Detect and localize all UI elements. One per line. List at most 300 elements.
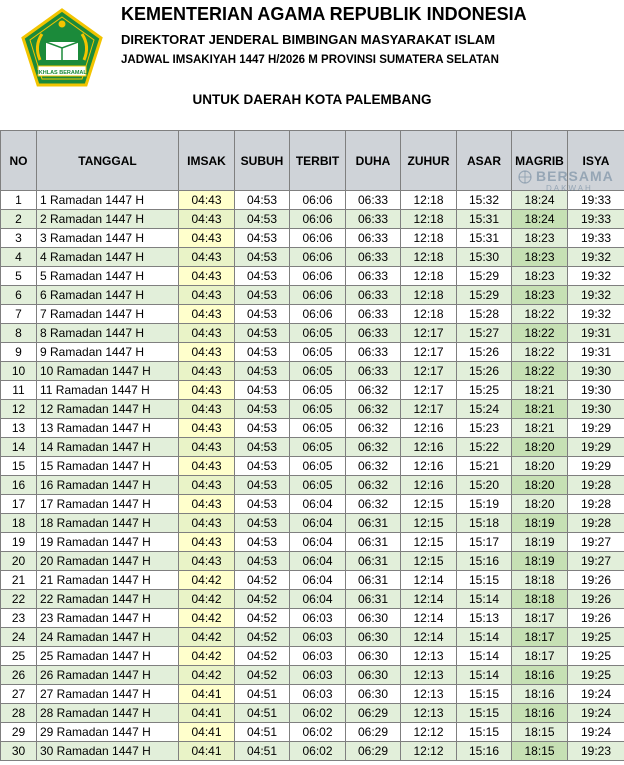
cell-asar: 15:15 bbox=[457, 723, 512, 742]
cell-magrib: 18:15 bbox=[512, 723, 568, 742]
cell-magrib: 18:17 bbox=[512, 628, 568, 647]
cell-subuh: 04:53 bbox=[235, 495, 290, 514]
cell-no: 7 bbox=[1, 305, 37, 324]
ministry-title: KEMENTERIAN AGAMA REPUBLIK INDONESIA bbox=[121, 4, 527, 24]
cell-terbit: 06:05 bbox=[290, 381, 346, 400]
cell-magrib: 18:17 bbox=[512, 609, 568, 628]
cell-imsak: 04:42 bbox=[179, 609, 235, 628]
cell-zuhur: 12:16 bbox=[401, 476, 457, 495]
cell-terbit: 06:05 bbox=[290, 400, 346, 419]
table-row bbox=[1, 457, 624, 476]
cell-tanggal: 4 Ramadan 1447 H bbox=[37, 248, 179, 267]
cell-tanggal: 21 Ramadan 1447 H bbox=[37, 571, 179, 590]
cell-magrib: 18:20 bbox=[512, 438, 568, 457]
cell-asar: 15:14 bbox=[457, 647, 512, 666]
cell-tanggal: 5 Ramadan 1447 H bbox=[37, 267, 179, 286]
header-no: NO bbox=[1, 131, 37, 191]
header-asar: ASAR bbox=[457, 131, 512, 191]
cell-subuh: 04:53 bbox=[235, 457, 290, 476]
cell-asar: 15:21 bbox=[457, 457, 512, 476]
cell-zuhur: 12:13 bbox=[401, 666, 457, 685]
cell-magrib: 18:23 bbox=[512, 267, 568, 286]
cell-zuhur: 12:18 bbox=[401, 229, 457, 248]
cell-magrib: 18:22 bbox=[512, 324, 568, 343]
cell-terbit: 06:04 bbox=[290, 590, 346, 609]
cell-terbit: 06:04 bbox=[290, 533, 346, 552]
table-row bbox=[1, 476, 624, 495]
cell-magrib: 18:19 bbox=[512, 514, 568, 533]
cell-subuh: 04:52 bbox=[235, 571, 290, 590]
cell-no: 6 bbox=[1, 286, 37, 305]
cell-asar: 15:13 bbox=[457, 609, 512, 628]
cell-duha: 06:32 bbox=[346, 476, 401, 495]
cell-tanggal: 28 Ramadan 1447 H bbox=[37, 704, 179, 723]
cell-subuh: 04:51 bbox=[235, 685, 290, 704]
cell-imsak: 04:43 bbox=[179, 381, 235, 400]
cell-imsak: 04:43 bbox=[179, 343, 235, 362]
watermark-subtext: DAKWAH bbox=[546, 184, 593, 193]
cell-terbit: 06:05 bbox=[290, 324, 346, 343]
cell-tanggal: 8 Ramadan 1447 H bbox=[37, 324, 179, 343]
cell-duha: 06:30 bbox=[346, 685, 401, 704]
cell-duha: 06:30 bbox=[346, 666, 401, 685]
cell-duha: 06:31 bbox=[346, 552, 401, 571]
cell-terbit: 06:04 bbox=[290, 571, 346, 590]
cell-imsak: 04:43 bbox=[179, 438, 235, 457]
cell-subuh: 04:53 bbox=[235, 438, 290, 457]
cell-imsak: 04:42 bbox=[179, 647, 235, 666]
cell-zuhur: 12:17 bbox=[401, 362, 457, 381]
cell-subuh: 04:53 bbox=[235, 362, 290, 381]
cell-zuhur: 12:17 bbox=[401, 400, 457, 419]
cell-terbit: 06:06 bbox=[290, 191, 346, 210]
cell-terbit: 06:05 bbox=[290, 457, 346, 476]
cell-zuhur: 12:12 bbox=[401, 723, 457, 742]
cell-tanggal: 20 Ramadan 1447 H bbox=[37, 552, 179, 571]
cell-isya: 19:28 bbox=[568, 476, 624, 495]
cell-asar: 15:18 bbox=[457, 514, 512, 533]
cell-asar: 15:23 bbox=[457, 419, 512, 438]
cell-tanggal: 18 Ramadan 1447 H bbox=[37, 514, 179, 533]
cell-isya: 19:30 bbox=[568, 362, 624, 381]
cell-imsak: 04:43 bbox=[179, 362, 235, 381]
cell-isya: 19:32 bbox=[568, 248, 624, 267]
cell-duha: 06:33 bbox=[346, 248, 401, 267]
cell-tanggal: 29 Ramadan 1447 H bbox=[37, 723, 179, 742]
cell-zuhur: 12:18 bbox=[401, 267, 457, 286]
cell-no: 15 bbox=[1, 457, 37, 476]
cell-asar: 15:22 bbox=[457, 438, 512, 457]
cell-zuhur: 12:14 bbox=[401, 609, 457, 628]
cell-no: 10 bbox=[1, 362, 37, 381]
cell-subuh: 04:53 bbox=[235, 400, 290, 419]
cell-terbit: 06:06 bbox=[290, 229, 346, 248]
cell-terbit: 06:04 bbox=[290, 552, 346, 571]
cell-isya: 19:31 bbox=[568, 343, 624, 362]
cell-duha: 06:33 bbox=[346, 286, 401, 305]
cell-subuh: 04:51 bbox=[235, 723, 290, 742]
cell-no: 25 bbox=[1, 647, 37, 666]
cell-isya: 19:33 bbox=[568, 210, 624, 229]
header-duha: DUHA bbox=[346, 131, 401, 191]
cell-subuh: 04:53 bbox=[235, 381, 290, 400]
cell-zuhur: 12:13 bbox=[401, 704, 457, 723]
cell-duha: 06:32 bbox=[346, 438, 401, 457]
table-row bbox=[1, 419, 624, 438]
cell-no: 24 bbox=[1, 628, 37, 647]
cell-duha: 06:32 bbox=[346, 400, 401, 419]
cell-isya: 19:23 bbox=[568, 742, 624, 761]
table-row bbox=[1, 343, 624, 362]
cell-no: 26 bbox=[1, 666, 37, 685]
cell-no: 1 bbox=[1, 191, 37, 210]
cell-no: 2 bbox=[1, 210, 37, 229]
table-row bbox=[1, 286, 624, 305]
cell-asar: 15:17 bbox=[457, 533, 512, 552]
cell-subuh: 04:53 bbox=[235, 343, 290, 362]
table-row bbox=[1, 533, 624, 552]
cell-subuh: 04:53 bbox=[235, 476, 290, 495]
cell-isya: 19:25 bbox=[568, 647, 624, 666]
cell-tanggal: 26 Ramadan 1447 H bbox=[37, 666, 179, 685]
cell-isya: 19:29 bbox=[568, 419, 624, 438]
table-row bbox=[1, 400, 624, 419]
cell-isya: 19:32 bbox=[568, 267, 624, 286]
cell-asar: 15:20 bbox=[457, 476, 512, 495]
cell-no: 23 bbox=[1, 609, 37, 628]
table-row bbox=[1, 628, 624, 647]
table-row bbox=[1, 324, 624, 343]
cell-magrib: 18:21 bbox=[512, 419, 568, 438]
cell-subuh: 04:52 bbox=[235, 590, 290, 609]
cell-magrib: 18:22 bbox=[512, 305, 568, 324]
cell-magrib: 18:16 bbox=[512, 685, 568, 704]
cell-duha: 06:32 bbox=[346, 381, 401, 400]
cell-duha: 06:31 bbox=[346, 514, 401, 533]
cell-asar: 15:31 bbox=[457, 229, 512, 248]
cell-subuh: 04:53 bbox=[235, 514, 290, 533]
cell-imsak: 04:43 bbox=[179, 552, 235, 571]
cell-asar: 15:30 bbox=[457, 248, 512, 267]
cell-imsak: 04:42 bbox=[179, 590, 235, 609]
table-row bbox=[1, 514, 624, 533]
cell-asar: 15:19 bbox=[457, 495, 512, 514]
schedule-title: JADWAL IMSAKIYAH 1447 H/2026 M PROVINSI SUMATERA SELATAN bbox=[121, 54, 499, 66]
table-row bbox=[1, 666, 624, 685]
header-subuh: SUBUH bbox=[235, 131, 290, 191]
cell-zuhur: 12:15 bbox=[401, 514, 457, 533]
cell-asar: 15:26 bbox=[457, 343, 512, 362]
cell-isya: 19:30 bbox=[568, 400, 624, 419]
cell-zuhur: 12:18 bbox=[401, 248, 457, 267]
table-body bbox=[1, 191, 624, 761]
cell-asar: 15:27 bbox=[457, 324, 512, 343]
cell-duha: 06:33 bbox=[346, 362, 401, 381]
cell-tanggal: 1 Ramadan 1447 H bbox=[37, 191, 179, 210]
cell-duha: 06:30 bbox=[346, 628, 401, 647]
cell-subuh: 04:53 bbox=[235, 229, 290, 248]
cell-imsak: 04:43 bbox=[179, 324, 235, 343]
table-row bbox=[1, 229, 624, 248]
table-row bbox=[1, 609, 624, 628]
cell-subuh: 04:53 bbox=[235, 248, 290, 267]
cell-asar: 15:14 bbox=[457, 666, 512, 685]
cell-no: 20 bbox=[1, 552, 37, 571]
cell-subuh: 04:53 bbox=[235, 267, 290, 286]
cell-no: 30 bbox=[1, 742, 37, 761]
cell-duha: 06:32 bbox=[346, 419, 401, 438]
cell-no: 19 bbox=[1, 533, 37, 552]
cell-imsak: 04:43 bbox=[179, 305, 235, 324]
cell-isya: 19:31 bbox=[568, 324, 624, 343]
cell-tanggal: 24 Ramadan 1447 H bbox=[37, 628, 179, 647]
cell-duha: 06:29 bbox=[346, 723, 401, 742]
table-row bbox=[1, 381, 624, 400]
cell-terbit: 06:06 bbox=[290, 210, 346, 229]
cell-no: 22 bbox=[1, 590, 37, 609]
cell-isya: 19:25 bbox=[568, 666, 624, 685]
cell-isya: 19:32 bbox=[568, 286, 624, 305]
cell-terbit: 06:05 bbox=[290, 419, 346, 438]
table-header-row bbox=[1, 131, 624, 191]
cell-duha: 06:31 bbox=[346, 533, 401, 552]
cell-subuh: 04:53 bbox=[235, 210, 290, 229]
cell-asar: 15:29 bbox=[457, 267, 512, 286]
cell-magrib: 18:20 bbox=[512, 495, 568, 514]
cell-tanggal: 11 Ramadan 1447 H bbox=[37, 381, 179, 400]
cell-magrib: 18:19 bbox=[512, 533, 568, 552]
cell-tanggal: 3 Ramadan 1447 H bbox=[37, 229, 179, 248]
cell-magrib: 18:15 bbox=[512, 742, 568, 761]
cell-zuhur: 12:17 bbox=[401, 324, 457, 343]
cell-asar: 15:25 bbox=[457, 381, 512, 400]
cell-duha: 06:33 bbox=[346, 305, 401, 324]
cell-duha: 06:33 bbox=[346, 210, 401, 229]
cell-imsak: 04:42 bbox=[179, 628, 235, 647]
cell-magrib: 18:20 bbox=[512, 457, 568, 476]
cell-imsak: 04:43 bbox=[179, 514, 235, 533]
cell-terbit: 06:03 bbox=[290, 666, 346, 685]
cell-no: 11 bbox=[1, 381, 37, 400]
cell-subuh: 04:52 bbox=[235, 628, 290, 647]
cell-asar: 15:29 bbox=[457, 286, 512, 305]
cell-isya: 19:25 bbox=[568, 628, 624, 647]
cell-terbit: 06:03 bbox=[290, 628, 346, 647]
table-row bbox=[1, 742, 624, 761]
cell-imsak: 04:43 bbox=[179, 476, 235, 495]
cell-tanggal: 25 Ramadan 1447 H bbox=[37, 647, 179, 666]
cell-subuh: 04:53 bbox=[235, 419, 290, 438]
cell-imsak: 04:42 bbox=[179, 666, 235, 685]
cell-asar: 15:32 bbox=[457, 191, 512, 210]
cell-imsak: 04:43 bbox=[179, 267, 235, 286]
cell-isya: 19:29 bbox=[568, 457, 624, 476]
cell-zuhur: 12:18 bbox=[401, 286, 457, 305]
cell-terbit: 06:05 bbox=[290, 343, 346, 362]
cell-magrib: 18:23 bbox=[512, 286, 568, 305]
cell-zuhur: 12:18 bbox=[401, 210, 457, 229]
cell-magrib: 18:18 bbox=[512, 590, 568, 609]
header-terbit: TERBIT bbox=[290, 131, 346, 191]
region-title: UNTUK DAERAH KOTA PALEMBANG bbox=[192, 92, 432, 107]
cell-magrib: 18:23 bbox=[512, 248, 568, 267]
cell-terbit: 06:03 bbox=[290, 609, 346, 628]
cell-tanggal: 17 Ramadan 1447 H bbox=[37, 495, 179, 514]
cell-no: 13 bbox=[1, 419, 37, 438]
table-row bbox=[1, 305, 624, 324]
cell-isya: 19:26 bbox=[568, 571, 624, 590]
cell-asar: 15:28 bbox=[457, 305, 512, 324]
cell-magrib: 18:24 bbox=[512, 210, 568, 229]
cell-asar: 15:15 bbox=[457, 704, 512, 723]
cell-no: 5 bbox=[1, 267, 37, 286]
cell-no: 12 bbox=[1, 400, 37, 419]
cell-terbit: 06:02 bbox=[290, 723, 346, 742]
document-header bbox=[0, 0, 624, 130]
cell-subuh: 04:53 bbox=[235, 286, 290, 305]
cell-magrib: 18:20 bbox=[512, 476, 568, 495]
cell-duha: 06:29 bbox=[346, 742, 401, 761]
table-row bbox=[1, 210, 624, 229]
cell-asar: 15:15 bbox=[457, 685, 512, 704]
cell-terbit: 06:06 bbox=[290, 286, 346, 305]
cell-asar: 15:14 bbox=[457, 590, 512, 609]
cell-tanggal: 27 Ramadan 1447 H bbox=[37, 685, 179, 704]
cell-zuhur: 12:13 bbox=[401, 647, 457, 666]
cell-tanggal: 16 Ramadan 1447 H bbox=[37, 476, 179, 495]
cell-duha: 06:32 bbox=[346, 457, 401, 476]
cell-no: 4 bbox=[1, 248, 37, 267]
header-magrib: MAGRIB bbox=[512, 131, 568, 191]
cell-magrib: 18:19 bbox=[512, 552, 568, 571]
cell-terbit: 06:03 bbox=[290, 647, 346, 666]
cell-subuh: 04:52 bbox=[235, 609, 290, 628]
cell-subuh: 04:52 bbox=[235, 647, 290, 666]
cell-zuhur: 12:17 bbox=[401, 381, 457, 400]
cell-no: 18 bbox=[1, 514, 37, 533]
table-row bbox=[1, 438, 624, 457]
cell-subuh: 04:51 bbox=[235, 742, 290, 761]
cell-isya: 19:26 bbox=[568, 590, 624, 609]
cell-tanggal: 9 Ramadan 1447 H bbox=[37, 343, 179, 362]
kemenag-logo-icon bbox=[20, 8, 104, 88]
cell-isya: 19:24 bbox=[568, 723, 624, 742]
table-row bbox=[1, 647, 624, 666]
cell-tanggal: 2 Ramadan 1447 H bbox=[37, 210, 179, 229]
cell-duha: 06:32 bbox=[346, 495, 401, 514]
table-row bbox=[1, 571, 624, 590]
table-row bbox=[1, 362, 624, 381]
cell-tanggal: 13 Ramadan 1447 H bbox=[37, 419, 179, 438]
cell-imsak: 04:43 bbox=[179, 248, 235, 267]
cell-zuhur: 12:15 bbox=[401, 552, 457, 571]
cell-subuh: 04:53 bbox=[235, 533, 290, 552]
cell-tanggal: 19 Ramadan 1447 H bbox=[37, 533, 179, 552]
cell-no: 21 bbox=[1, 571, 37, 590]
cell-zuhur: 12:12 bbox=[401, 742, 457, 761]
cell-terbit: 06:06 bbox=[290, 248, 346, 267]
cell-magrib: 18:22 bbox=[512, 343, 568, 362]
cell-duha: 06:31 bbox=[346, 571, 401, 590]
cell-asar: 15:31 bbox=[457, 210, 512, 229]
cell-imsak: 04:43 bbox=[179, 533, 235, 552]
cell-asar: 15:14 bbox=[457, 628, 512, 647]
cell-magrib: 18:22 bbox=[512, 362, 568, 381]
table-row bbox=[1, 191, 624, 210]
header-zuhur: ZUHUR bbox=[401, 131, 457, 191]
cell-tanggal: 10 Ramadan 1447 H bbox=[37, 362, 179, 381]
cell-imsak: 04:41 bbox=[179, 723, 235, 742]
cell-tanggal: 7 Ramadan 1447 H bbox=[37, 305, 179, 324]
cell-imsak: 04:41 bbox=[179, 704, 235, 723]
cell-imsak: 04:43 bbox=[179, 229, 235, 248]
cell-subuh: 04:52 bbox=[235, 666, 290, 685]
watermark-text: BERSAMA bbox=[536, 168, 614, 184]
cell-zuhur: 12:13 bbox=[401, 685, 457, 704]
cell-tanggal: 14 Ramadan 1447 H bbox=[37, 438, 179, 457]
cell-isya: 19:24 bbox=[568, 685, 624, 704]
cell-terbit: 06:06 bbox=[290, 305, 346, 324]
cell-duha: 06:30 bbox=[346, 647, 401, 666]
cell-terbit: 06:02 bbox=[290, 704, 346, 723]
cell-no: 9 bbox=[1, 343, 37, 362]
cell-asar: 15:24 bbox=[457, 400, 512, 419]
cell-isya: 19:27 bbox=[568, 533, 624, 552]
cell-imsak: 04:41 bbox=[179, 742, 235, 761]
cell-isya: 19:29 bbox=[568, 438, 624, 457]
cell-asar: 15:26 bbox=[457, 362, 512, 381]
cell-terbit: 06:05 bbox=[290, 476, 346, 495]
cell-imsak: 04:41 bbox=[179, 685, 235, 704]
cell-terbit: 06:06 bbox=[290, 267, 346, 286]
cell-tanggal: 22 Ramadan 1447 H bbox=[37, 590, 179, 609]
cell-imsak: 04:43 bbox=[179, 419, 235, 438]
cell-imsak: 04:43 bbox=[179, 495, 235, 514]
cell-no: 17 bbox=[1, 495, 37, 514]
cell-imsak: 04:43 bbox=[179, 457, 235, 476]
cell-asar: 15:15 bbox=[457, 571, 512, 590]
cell-imsak: 04:43 bbox=[179, 210, 235, 229]
cell-duha: 06:31 bbox=[346, 590, 401, 609]
cell-duha: 06:29 bbox=[346, 704, 401, 723]
cell-tanggal: 6 Ramadan 1447 H bbox=[37, 286, 179, 305]
cell-no: 28 bbox=[1, 704, 37, 723]
cell-terbit: 06:03 bbox=[290, 685, 346, 704]
imsakiyah-table bbox=[0, 130, 624, 761]
cell-isya: 19:32 bbox=[568, 305, 624, 324]
cell-tanggal: 15 Ramadan 1447 H bbox=[37, 457, 179, 476]
table-row bbox=[1, 552, 624, 571]
cell-isya: 19:33 bbox=[568, 191, 624, 210]
cell-subuh: 04:51 bbox=[235, 704, 290, 723]
header-isya: ISYA bbox=[568, 131, 624, 191]
cell-asar: 15:16 bbox=[457, 552, 512, 571]
cell-subuh: 04:53 bbox=[235, 191, 290, 210]
cell-terbit: 06:04 bbox=[290, 514, 346, 533]
cell-no: 29 bbox=[1, 723, 37, 742]
cell-duha: 06:33 bbox=[346, 191, 401, 210]
cell-duha: 06:30 bbox=[346, 609, 401, 628]
cell-zuhur: 12:15 bbox=[401, 533, 457, 552]
cell-magrib: 18:21 bbox=[512, 381, 568, 400]
cell-zuhur: 12:14 bbox=[401, 571, 457, 590]
header-imsak: IMSAK bbox=[179, 131, 235, 191]
cell-magrib: 18:18 bbox=[512, 571, 568, 590]
cell-terbit: 06:04 bbox=[290, 495, 346, 514]
cell-imsak: 04:43 bbox=[179, 286, 235, 305]
cell-subuh: 04:53 bbox=[235, 324, 290, 343]
cell-zuhur: 12:18 bbox=[401, 191, 457, 210]
